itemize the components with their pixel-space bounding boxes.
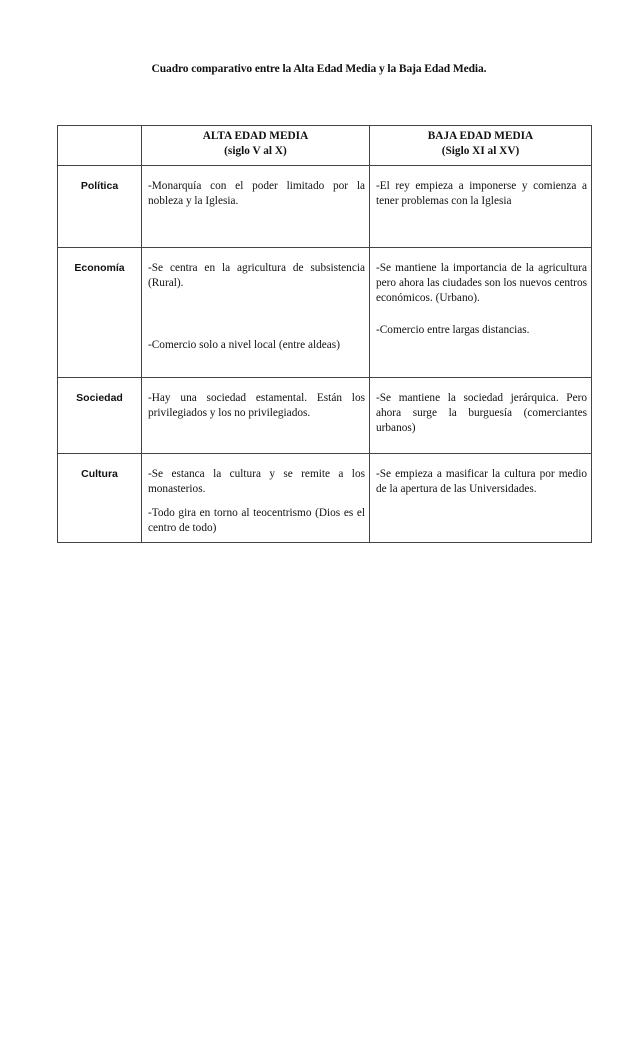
- cell-text: -Comercio entre largas distancias.: [376, 324, 530, 336]
- header-alta-edad-media: [142, 126, 370, 166]
- header-alta-period: (siglo V al X): [224, 145, 287, 157]
- cell-cultura-baja: [370, 454, 592, 543]
- cell-politica-baja: [370, 166, 592, 248]
- cell-text: -Monarquía con el poder limitado por la nobleza y la Iglesia.: [148, 180, 365, 207]
- row-label-cultura: Cultura: [58, 454, 142, 543]
- cell-politica-alta: [142, 166, 370, 248]
- table-row-sociedad: [58, 378, 592, 454]
- cell-text: -Se mantiene la sociedad jerárquica. Pero ahora surge la burguesía (comerciantes urbanos): [376, 392, 587, 434]
- cell-economia-alta: [142, 248, 370, 378]
- cell-cultura-alta: [142, 454, 370, 543]
- table-row-economia: [58, 248, 592, 378]
- cell-text: -Se estanca la cultura y se remite a los monasterios.: [148, 468, 365, 495]
- row-label-economia: Economía: [58, 248, 142, 378]
- cell-text: -El rey empieza a imponerse y comienza a tener problemas con la Iglesia: [376, 180, 587, 207]
- cell-text: -Todo gira en torno al teocentrismo (Dios es el centro de todo): [148, 507, 365, 534]
- cell-text: -Se centra en la agricultura de subsistencia (Rural).: [148, 262, 365, 289]
- cell-text: -Comercio solo a nivel local (entre aldeas): [148, 339, 340, 351]
- header-baja-name: BAJA EDAD MEDIA: [427, 130, 534, 142]
- cell-text: -Hay una sociedad estamental. Están los privilegiados y los no privilegiados.: [148, 392, 365, 419]
- header-baja-edad-media: [370, 126, 592, 166]
- row-label-politica: Política: [58, 166, 142, 248]
- comparison-table: [57, 125, 592, 543]
- header-alta-name: ALTA EDAD MEDIA: [202, 130, 309, 142]
- cell-economia-baja: [370, 248, 592, 378]
- table-header-row: [58, 126, 592, 166]
- cell-text: -Se mantiene la importancia de la agricultura pero ahora las ciudades son los nuevos centros económicos. (Urbano).: [376, 262, 587, 304]
- header-empty-cell: [58, 126, 142, 166]
- row-label-sociedad: Sociedad: [58, 378, 142, 454]
- document-title: Cuadro comparativo entre la Alta Edad Media y la Baja Edad Media.: [151, 63, 487, 75]
- cell-text: -Se empieza a masificar la cultura por medio de la apertura de las Universidades.: [376, 468, 587, 495]
- table-row-politica: [58, 166, 592, 248]
- header-baja-period: (Siglo XI al XV): [441, 145, 520, 157]
- table-row-cultura: [58, 454, 592, 543]
- cell-sociedad-baja: [370, 378, 592, 454]
- cell-sociedad-alta: [142, 378, 370, 454]
